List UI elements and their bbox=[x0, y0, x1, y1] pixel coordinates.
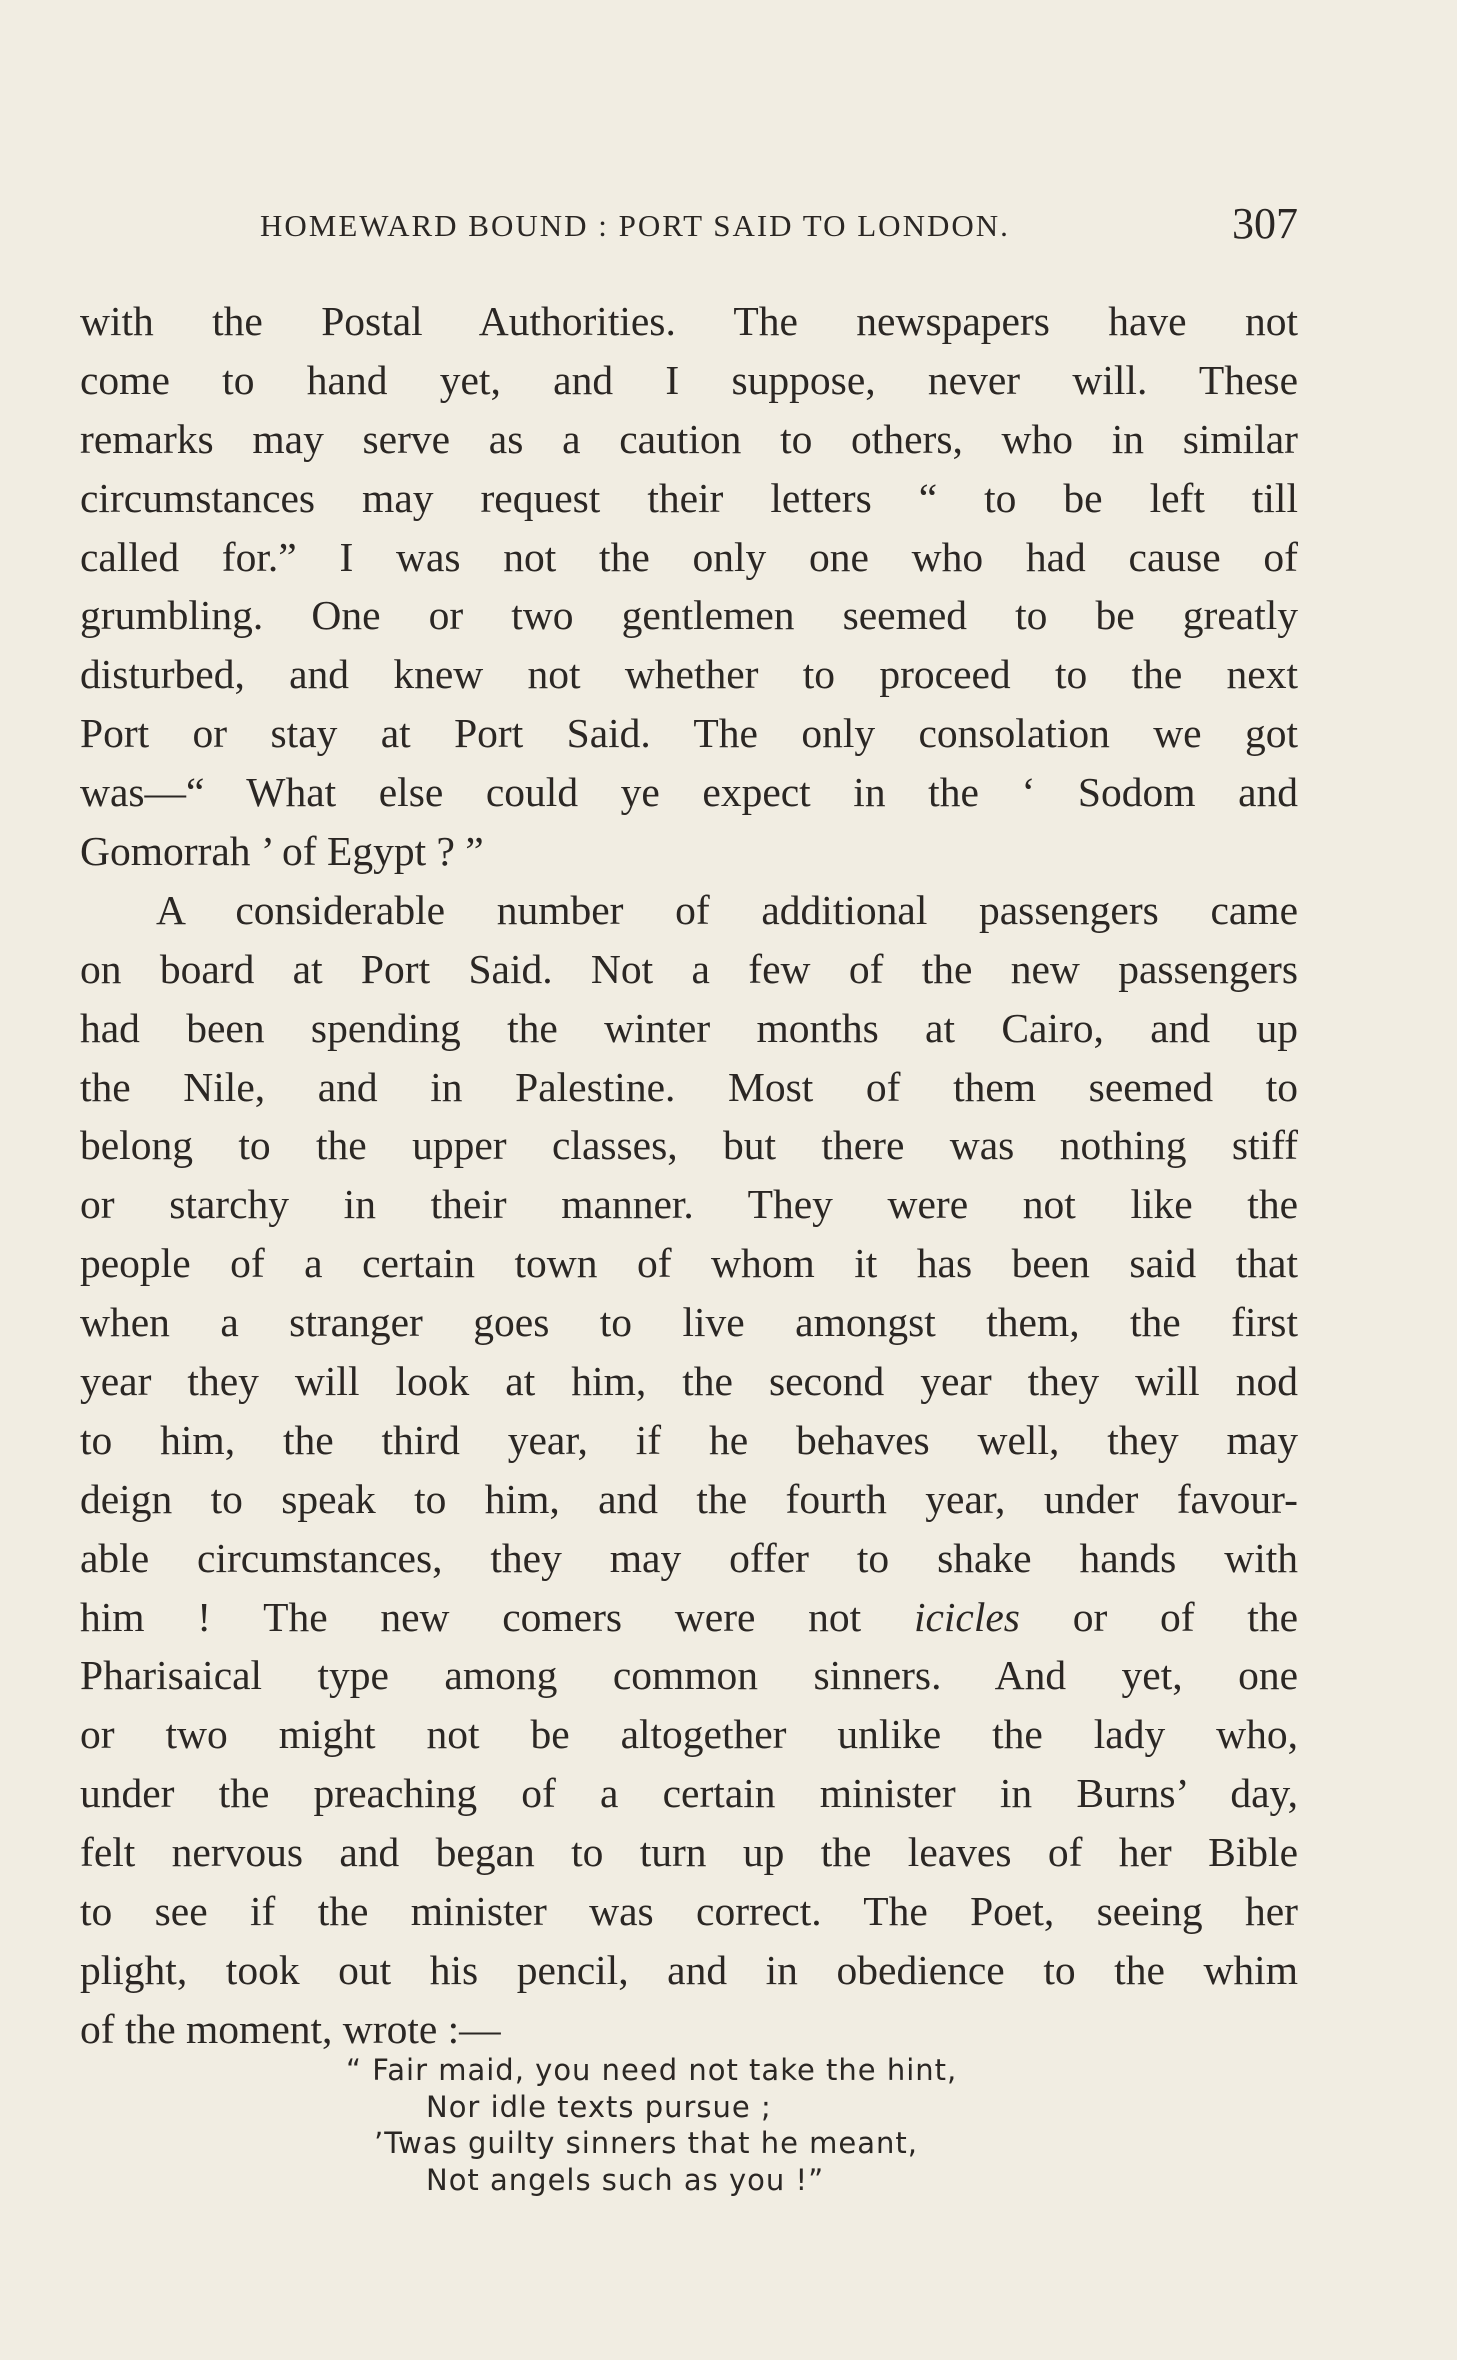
text-line: remarks may serve as a caution to others, who in similar bbox=[80, 415, 1298, 462]
text-line: able circumstances, they may offer to shake hands with bbox=[80, 1534, 1298, 1581]
text-line: the Nile, and in Palestine. Most of them seemed to bbox=[80, 1063, 1298, 1110]
text-line: deign to speak to him, and the fourth year, under favour- bbox=[80, 1475, 1298, 1522]
text-run: him ! The new comers were not bbox=[80, 1593, 914, 1640]
text-line: circumstances may request their letters “ to be left till bbox=[80, 474, 1298, 521]
text-line: was—“ What else could ye expect in the ‘ Sodom and bbox=[80, 769, 1298, 816]
verse-line: “ Fair maid, you need not take the hint, bbox=[346, 2053, 958, 2087]
verse-line: ’Twas guilty sinners that he meant, bbox=[374, 2126, 919, 2160]
text-line: had been spending the winter months at Cairo, and up bbox=[80, 1004, 1298, 1051]
text-line: of the moment, wrote :— bbox=[80, 2005, 501, 2052]
text-line: disturbed, and knew not whether to proceed to the next bbox=[80, 651, 1298, 698]
text-line: come to hand yet, and I suppose, never will. These bbox=[80, 356, 1298, 403]
text-line: Gomorrah ’ of Egypt ? ” bbox=[80, 828, 484, 875]
text-line: Port or stay at Port Said. The only consolation we got bbox=[80, 710, 1298, 757]
text-line: Pharisaical type among common sinners. And yet, one bbox=[80, 1652, 1298, 1699]
text-line: on board at Port Said. Not a few of the new passengers bbox=[80, 945, 1298, 992]
text-line: plight, took out his pencil, and in obedience to the whim bbox=[80, 1946, 1298, 1993]
verse-line: Not angels such as you !” bbox=[426, 2162, 825, 2197]
text-line: called for.” I was not the only one who had cause of bbox=[80, 533, 1298, 580]
page-number: 307 bbox=[1232, 199, 1298, 248]
text-line: when a stranger goes to live amongst them, the first bbox=[80, 1299, 1298, 1346]
text-line: grumbling. One or two gentlemen seemed to be greatly bbox=[80, 592, 1298, 639]
text-line: or starchy in their manner. They were not like the bbox=[80, 1181, 1298, 1228]
text-line: under the preaching of a certain minister in Burns’ day, bbox=[80, 1770, 1298, 1817]
italic-word: icicles bbox=[913, 1593, 1020, 1640]
text-line: people of a certain town of whom it has been said that bbox=[80, 1240, 1298, 1287]
running-title: HOMEWARD BOUND : PORT SAID TO LONDON. bbox=[260, 208, 1010, 243]
text-line: to see if the minister was correct. The Poet, seeing her bbox=[80, 1888, 1298, 1935]
text-line: A considerable number of additional passengers came bbox=[156, 886, 1298, 933]
text-line: or two might not be altogether unlike the lady who, bbox=[80, 1711, 1298, 1758]
text-line: year they will look at him, the second year they will nod bbox=[80, 1358, 1298, 1405]
text-line: belong to the upper classes, but there was nothing stiff bbox=[80, 1122, 1298, 1169]
text-line: felt nervous and began to turn up the leaves of her Bible bbox=[80, 1829, 1298, 1876]
body-text bbox=[80, 292, 1298, 2059]
text-run: or of the bbox=[1019, 1593, 1299, 1640]
running-head bbox=[80, 200, 1298, 252]
text-line: with the Postal Authorities. The newspapers have not bbox=[80, 298, 1298, 344]
verse-line: Nor idle texts pursue ; bbox=[426, 2089, 772, 2124]
verse-quotation bbox=[346, 2052, 1046, 2198]
text-line: to him, the third year, if he behaves well, they may bbox=[80, 1416, 1298, 1463]
text-line-with-italic bbox=[80, 1588, 1298, 1647]
